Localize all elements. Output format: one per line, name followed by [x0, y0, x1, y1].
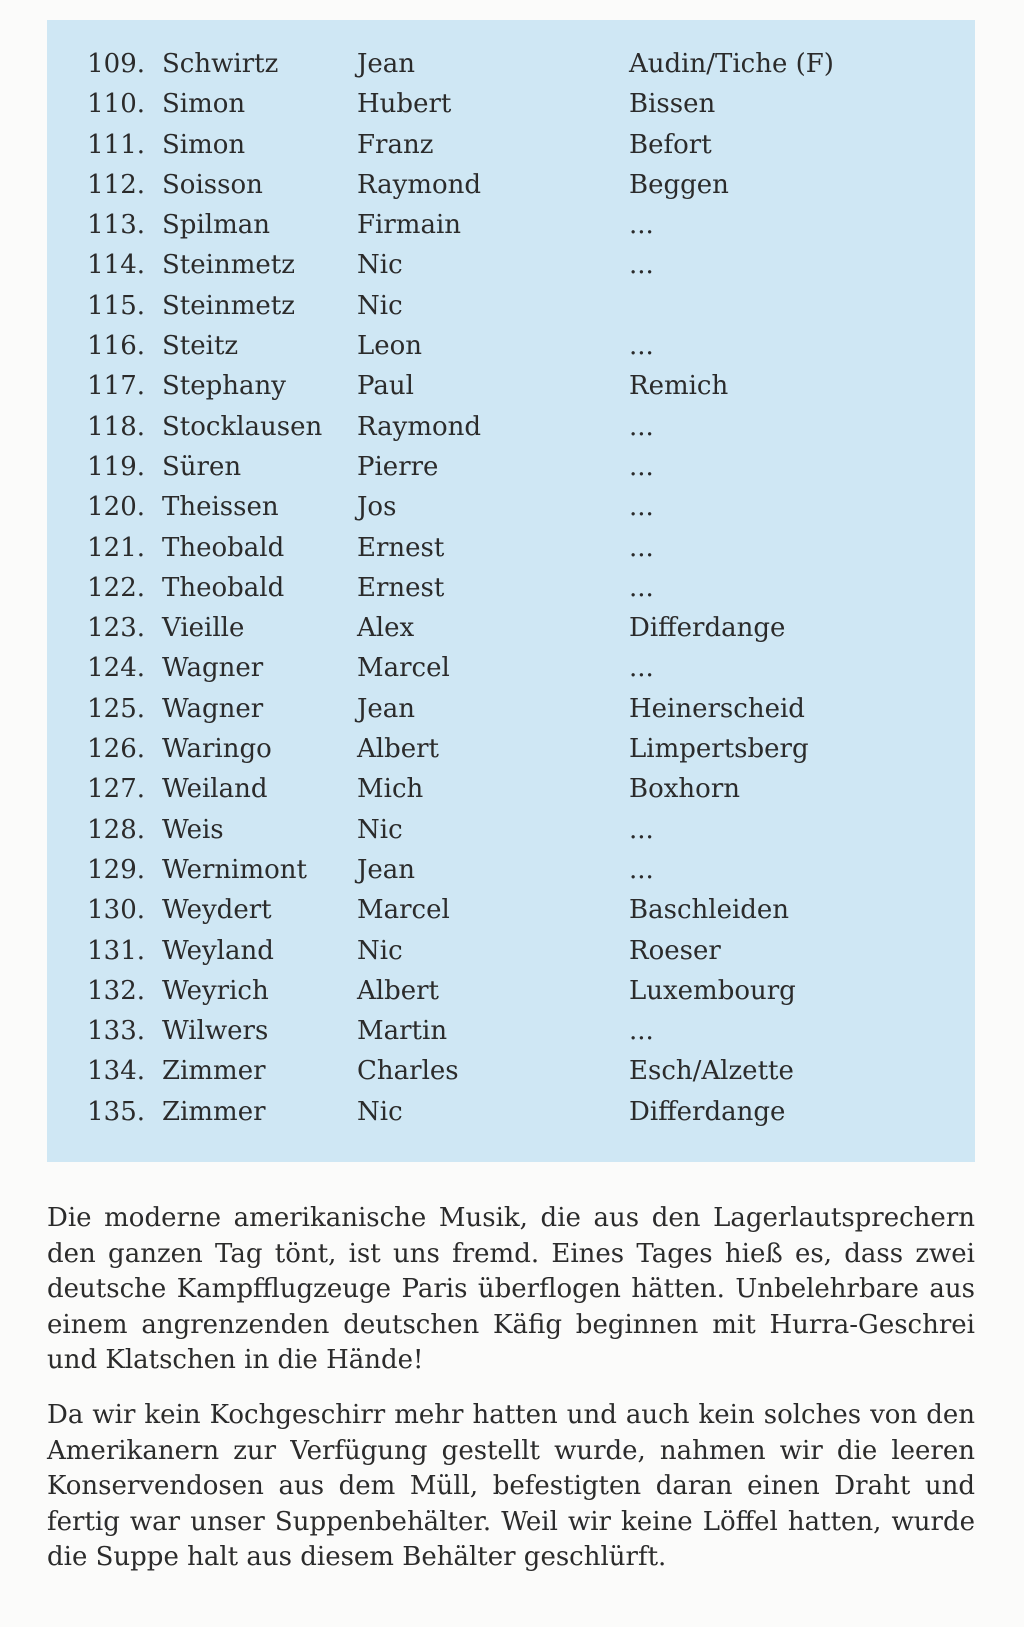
- list-item: [47, 1011, 975, 1051]
- entry-number: 114.: [87, 250, 145, 281]
- entry-surname: Simon: [162, 89, 246, 120]
- entry-number: 124.: [87, 653, 145, 684]
- entry-given-name: Firmain: [357, 210, 461, 241]
- entry-surname: Süren: [162, 451, 242, 482]
- entry-place: Differdange: [629, 613, 786, 644]
- entry-surname: Theobald: [162, 532, 285, 563]
- list-item: [47, 487, 975, 527]
- entry-given-name: Raymond: [357, 169, 482, 200]
- entry-place: ...: [629, 814, 654, 845]
- entry-given-name: Albert: [357, 975, 439, 1006]
- entry-place: ...: [629, 250, 654, 281]
- entry-given-name: Alex: [357, 613, 415, 644]
- entry-place: Esch/Alzette: [629, 1056, 794, 1087]
- entry-number: 125.: [87, 693, 145, 724]
- entry-given-name: Nic: [357, 935, 403, 966]
- entry-given-name: Marcel: [357, 895, 450, 926]
- entry-given-name: Jos: [357, 492, 397, 523]
- paragraph-soup: Da wir kein Kochgeschirr mehr hatten und auch kein solches von den Amerikanern zur Verfügung gestellt wurde, nahmen wir die leeren Konservendosen aus dem Müll, befestigten daran einen Draht und fertig war unser Suppenbehälter. Weil wir keine Löffel hatten, wurde die Suppe halt aus diesem Behälter geschlürft.: [47, 1400, 975, 1572]
- entry-number: 134.: [87, 1056, 145, 1087]
- entry-surname: Schwirtz: [162, 49, 279, 79]
- list-item: [47, 648, 975, 688]
- list-item: [47, 407, 975, 447]
- entry-given-name: Jean: [357, 693, 416, 724]
- entry-number: 127.: [87, 774, 145, 805]
- entry-place: ...: [629, 411, 654, 442]
- list-item: [47, 689, 975, 729]
- entry-surname: Soisson: [162, 169, 263, 200]
- entry-given-name: Hubert: [357, 89, 452, 120]
- entry-place: Boxhorn: [629, 774, 740, 805]
- entry-given-name: Pierre: [357, 451, 439, 482]
- entry-place: ...: [629, 1016, 654, 1047]
- entry-place: Bissen: [629, 89, 716, 120]
- entry-number: 123.: [87, 613, 145, 644]
- entry-surname: Steinmetz: [162, 250, 295, 281]
- entry-place: Audin/Tiche (F): [629, 49, 834, 79]
- list-item: [47, 568, 975, 608]
- entry-number: 110.: [87, 89, 145, 120]
- entry-number: 126.: [87, 734, 145, 765]
- entry-surname: Spilman: [162, 210, 270, 241]
- entry-given-name: Leon: [357, 331, 423, 362]
- entry-number: 132.: [87, 975, 145, 1006]
- entry-number: 115.: [87, 290, 145, 321]
- entry-place: Baschleiden: [629, 895, 790, 926]
- entry-given-name: Franz: [357, 129, 434, 160]
- entry-place: Luxembourg: [629, 975, 796, 1006]
- list-item: [47, 165, 975, 205]
- entry-number: 128.: [87, 814, 145, 845]
- list-item: [47, 44, 975, 84]
- entry-given-name: Mich: [357, 774, 424, 805]
- entry-surname: Stephany: [162, 371, 286, 402]
- entry-number: 133.: [87, 1016, 145, 1047]
- entry-surname: Weyland: [162, 935, 274, 966]
- names-list-panel: [47, 20, 975, 1162]
- entry-surname: Simon: [162, 129, 246, 160]
- entry-place: ...: [629, 854, 654, 885]
- entry-surname: Weyrich: [162, 975, 269, 1006]
- entry-place: ...: [629, 210, 654, 241]
- entry-surname: Wagner: [162, 693, 264, 724]
- entry-surname: Theobald: [162, 572, 285, 603]
- list-item: [47, 1051, 975, 1091]
- entry-surname: Weis: [162, 814, 224, 845]
- list-item: [47, 125, 975, 165]
- list-item: [47, 769, 975, 809]
- entry-place: ...: [629, 451, 654, 482]
- paragraph-music: Die moderne amerikanische Musik, die aus den Lagerlautsprechern den ganzen Tag tönt, ist uns fremd. Eines Tages hieß es, dass zwei deutsche Kampfflugzeuge Paris überflogen hätten. Unbelehrbare aus einem angrenzenden deutschen Käfig beginnen mit Hurra-Geschrei und Klatschen in die Hände!: [47, 1203, 975, 1375]
- entry-number: 116.: [87, 331, 145, 362]
- entry-number: 111.: [87, 129, 145, 160]
- entry-surname: Zimmer: [162, 1096, 266, 1127]
- list-item: [47, 447, 975, 487]
- entry-given-name: Albert: [357, 734, 439, 765]
- entry-number: 130.: [87, 895, 145, 926]
- list-item: [47, 366, 975, 406]
- entry-surname: Steinmetz: [162, 290, 295, 321]
- entry-place: Roeser: [629, 935, 721, 966]
- entry-number: 131.: [87, 935, 145, 966]
- entry-place: ...: [629, 572, 654, 603]
- entry-given-name: Jean: [357, 49, 416, 79]
- entry-place: Remich: [629, 371, 729, 402]
- entry-number: 109.: [87, 49, 145, 79]
- entry-surname: Weiland: [162, 774, 268, 805]
- entry-place: ...: [629, 532, 654, 563]
- list-item: [47, 931, 975, 971]
- entry-place: Befort: [629, 129, 712, 160]
- list-item: [47, 810, 975, 850]
- entry-surname: Zimmer: [162, 1056, 266, 1087]
- entry-number: 119.: [87, 451, 145, 482]
- entry-place: ...: [629, 653, 654, 684]
- entry-surname: Wagner: [162, 653, 264, 684]
- entry-number: 120.: [87, 492, 145, 523]
- entry-given-name: Ernest: [357, 572, 445, 603]
- entry-number: 122.: [87, 572, 145, 603]
- entry-given-name: Charles: [357, 1056, 459, 1087]
- entry-given-name: Raymond: [357, 411, 482, 442]
- entry-given-name: Jean: [357, 854, 416, 885]
- entry-number: 121.: [87, 532, 145, 563]
- entry-place: Beggen: [629, 169, 729, 200]
- entry-given-name: Paul: [357, 371, 414, 402]
- entry-number: 112.: [87, 169, 145, 200]
- list-item: [47, 528, 975, 568]
- list-item: [47, 850, 975, 890]
- list-item: [47, 608, 975, 648]
- entry-number: 118.: [87, 411, 145, 442]
- list-item: [47, 286, 975, 326]
- list-item: [47, 729, 975, 769]
- entry-surname: Wilwers: [162, 1016, 269, 1047]
- entry-given-name: Marcel: [357, 653, 450, 684]
- entry-number: 135.: [87, 1096, 145, 1127]
- entry-number: 117.: [87, 371, 145, 402]
- entry-surname: Weydert: [162, 895, 272, 926]
- list-item: [47, 84, 975, 124]
- list-item: [47, 205, 975, 245]
- list-item: [47, 326, 975, 366]
- entry-surname: Theissen: [162, 492, 279, 523]
- entry-given-name: Martin: [357, 1016, 448, 1047]
- entry-given-name: Nic: [357, 1096, 403, 1127]
- entry-place: Heinerscheid: [629, 693, 805, 724]
- entry-place: Limpertsberg: [629, 734, 809, 765]
- entry-place: Differdange: [629, 1096, 786, 1127]
- entry-place: ...: [629, 331, 654, 362]
- entry-given-name: Nic: [357, 814, 403, 845]
- list-item: [47, 245, 975, 285]
- entry-surname: Wernimont: [162, 854, 307, 885]
- entry-surname: Vieille: [162, 613, 245, 644]
- list-item: [47, 1092, 975, 1132]
- entry-surname: Waringo: [162, 734, 272, 765]
- entry-given-name: Nic: [357, 290, 403, 321]
- entry-surname: Stocklausen: [162, 411, 323, 442]
- list-item: [47, 971, 975, 1011]
- names-table: [47, 44, 975, 1132]
- entry-given-name: Nic: [357, 250, 403, 281]
- entry-number: 129.: [87, 854, 145, 885]
- list-item: [47, 890, 975, 930]
- entry-number: 113.: [87, 210, 145, 241]
- entry-place: ...: [629, 492, 654, 523]
- entry-surname: Steitz: [162, 331, 239, 362]
- entry-given-name: Ernest: [357, 532, 445, 563]
